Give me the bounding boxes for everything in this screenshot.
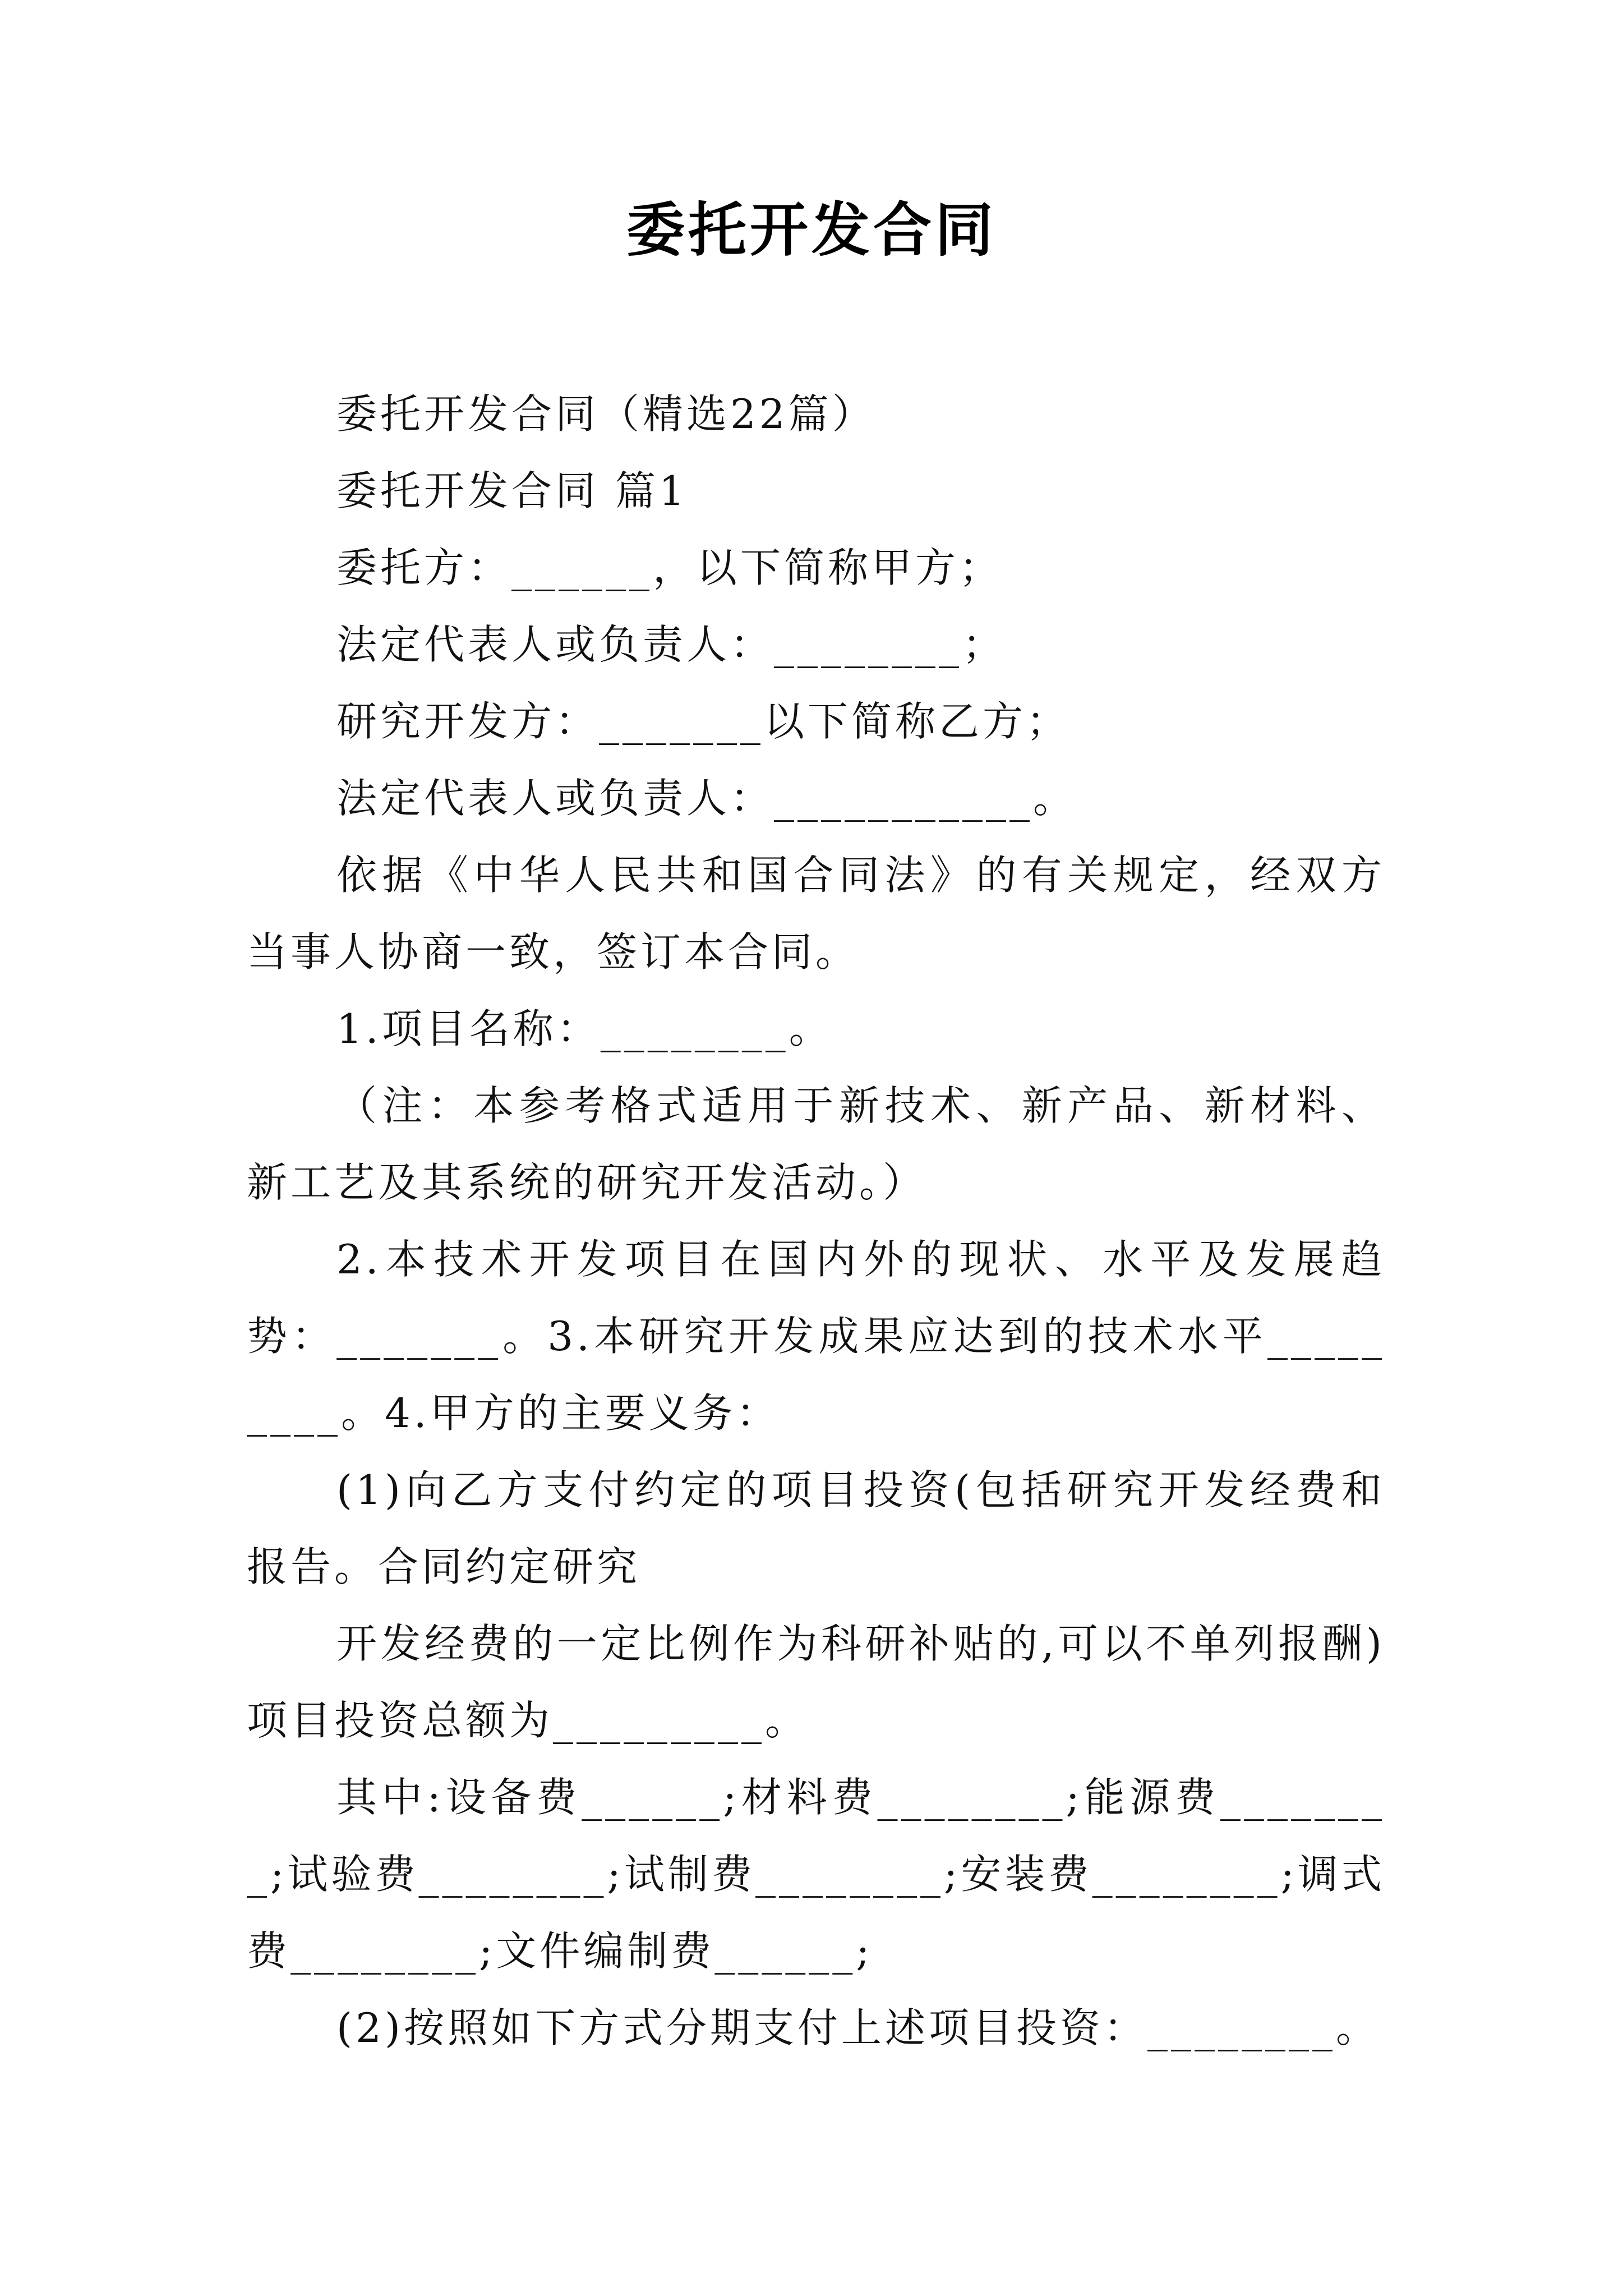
paragraph: 依据《中华人民共和国合同法》的有关规定，经双方当事人协商一致，签订本合同。 [247,852,1385,976]
paragraph: 委托开发合同（精选22篇） [336,390,876,438]
document-title: 委托开发合同 [626,196,997,264]
paragraph: 2.本技术开发项目在国内外的现状、水平及发展趋势：_______。3.本研究开发成果应达到的技术水平_________。4.甲方的主要义务： [247,1236,1385,1437]
paragraph: 法定代表人或负责人：________； [336,621,1007,668]
paragraph: 研究开发方：_______以下简称乙方； [336,698,1071,745]
paragraph: （注：本参考格式适用于新技术、新产品、新材料、新工艺及其系统的研究开发活动。） [247,1082,1385,1206]
paragraph: 其中:设备费______;材料费________;能源费________;试验费________;试制费________;安装费________;调式费________;文件编制费______; [247,1774,1385,1975]
paragraph: 1.项目名称：________。 [336,1005,833,1052]
paragraph: (1)向乙方支付约定的项目投资(包括研究开发经费和报告。合同约定研究 [247,1466,1385,1590]
paragraph: 委托开发合同 篇1 [336,467,688,514]
document-body [247,376,1385,2067]
paragraph: 开发经费的一定比例作为科研补贴的,可以不单列报酬)项目投资总额为_________。 [247,1620,1385,1744]
paragraph: 委托方：______，以下简称甲方； [336,544,1003,591]
paragraph: (2)按照如下方式分期支付上述项目投资：________。 [336,2004,1380,2051]
paragraph: 法定代表人或负责人：___________。 [336,775,1077,822]
